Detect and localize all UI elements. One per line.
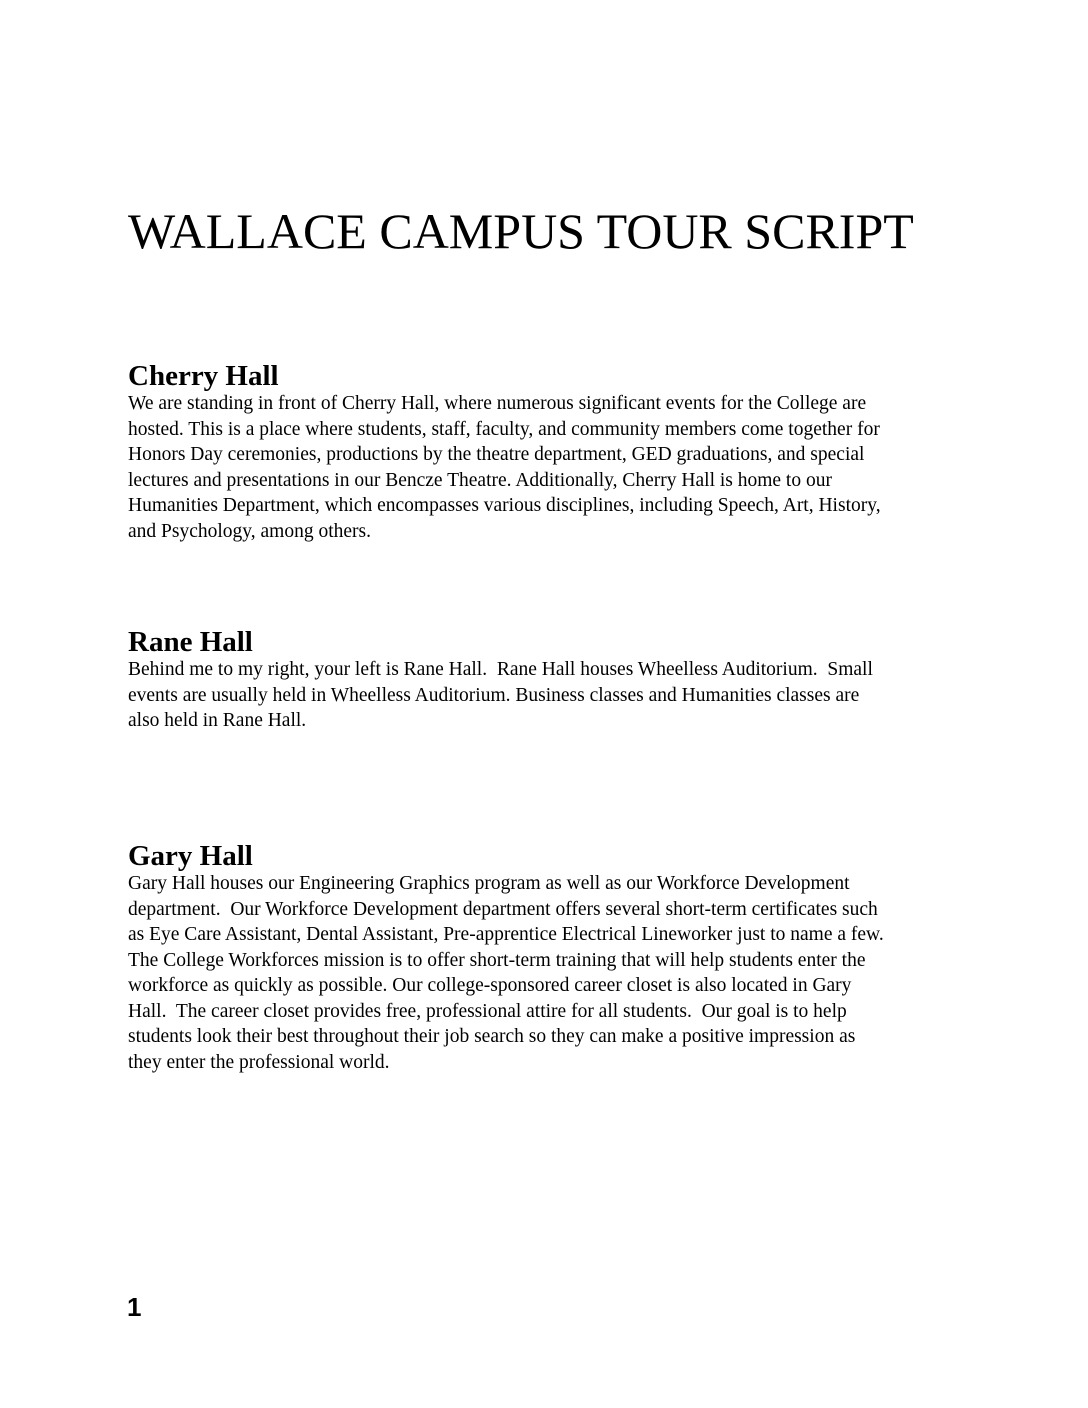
paragraph-line: Behind me to my right, your left is Rane Hall. Rane Hall houses Wheelless Auditorium. Small bbox=[128, 659, 873, 680]
paragraph-line: We are standing in front of Cherry Hall, where numerous significant events for the College are bbox=[128, 393, 867, 414]
section-gary-hall bbox=[128, 842, 973, 1075]
paragraph-line: Hall. The career closet provides free, professional attire for all students. Our goal is to help bbox=[128, 1000, 847, 1022]
paragraph-line: Gary Hall houses our Engineering Graphics program as well as our Workforce Development bbox=[128, 873, 850, 894]
paragraph-line: events are usually held in Wheelless Auditorium. Business classes and Humanities classes are bbox=[128, 684, 860, 706]
paragraph-line: Humanities Department, which encompasses various disciplines, including Speech, Art, History, bbox=[128, 495, 881, 516]
paragraph-line: lectures and presentations in our Bencze Theatre. Additionally, Cherry Hall is home to our bbox=[128, 469, 832, 491]
section-heading-cherry-hall: Cherry Hall bbox=[128, 360, 279, 392]
section-paragraph bbox=[128, 657, 973, 734]
paragraph-line: also held in Rane Hall. bbox=[128, 710, 307, 731]
paragraph-line: hosted. This is a place where students, staff, faculty, and community members come together for bbox=[128, 418, 880, 440]
paragraph-line: they enter the professional world. bbox=[128, 1051, 390, 1073]
paragraph-line: workforce as quickly as possible. Our college-sponsored career closet is also located in Gary bbox=[128, 975, 852, 996]
section-paragraph bbox=[128, 391, 973, 544]
paragraph-line: and Psychology, among others. bbox=[128, 520, 371, 542]
section-paragraph bbox=[128, 871, 973, 1075]
paragraph-line: department. Our Workforce Development department offers several short-term certificates such bbox=[128, 898, 878, 920]
paragraph-line: as Eye Care Assistant, Dental Assistant, Pre-apprentice Electrical Lineworker just to name a few. bbox=[128, 924, 884, 945]
section-cherry-hall bbox=[128, 362, 973, 544]
paragraph-line: Honors Day ceremonies, productions by the theatre department, GED graduations, and special bbox=[128, 444, 865, 465]
section-rane-hall bbox=[128, 628, 973, 734]
document-title: WALLACE CAMPUS TOUR SCRIPT bbox=[128, 203, 914, 259]
section-heading-rane-hall: Rane Hall bbox=[128, 626, 253, 658]
paragraph-line: students look their best throughout their job search so they can make a positive impression as bbox=[128, 1026, 856, 1047]
paragraph-line: The College Workforces mission is to offer short-term training that will help students enter the bbox=[128, 949, 866, 971]
section-heading-gary-hall: Gary Hall bbox=[128, 840, 253, 872]
page-number: 1 bbox=[127, 1292, 142, 1322]
